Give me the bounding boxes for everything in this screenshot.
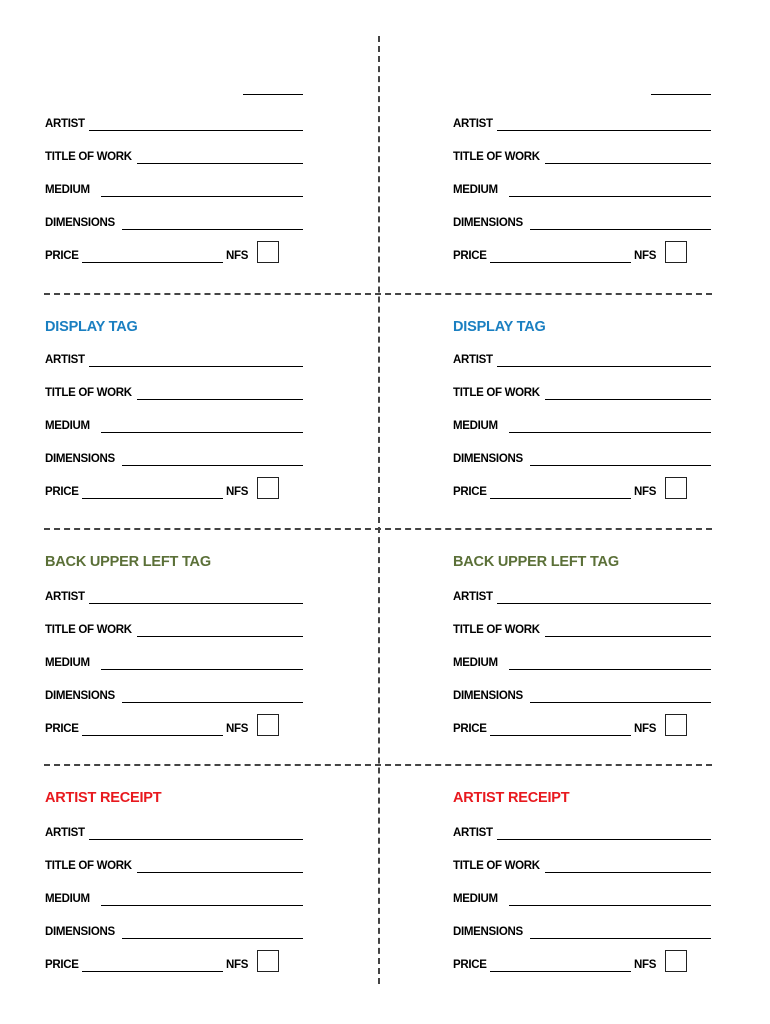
title-of-work-label: TITLE OF WORK <box>453 151 540 163</box>
price-label: PRICE <box>45 959 79 971</box>
medium-field[interactable] <box>45 654 303 670</box>
medium-label: MEDIUM <box>45 657 90 669</box>
artist-line[interactable] <box>89 839 303 840</box>
price-line[interactable] <box>82 262 223 263</box>
nfs-label: NFS <box>226 959 249 971</box>
price-label: PRICE <box>453 486 487 498</box>
artist-field[interactable] <box>45 351 303 367</box>
dimensions-label: DIMENSIONS <box>45 690 115 702</box>
vertical-cut-line <box>378 36 380 984</box>
display-tag-card-right <box>453 319 713 539</box>
medium-field[interactable] <box>45 181 303 197</box>
title-of-work-line[interactable] <box>545 636 711 637</box>
title-of-work-field[interactable] <box>453 148 711 164</box>
price-label: PRICE <box>453 250 487 262</box>
price-field[interactable] <box>45 247 303 263</box>
price-line[interactable] <box>82 735 223 736</box>
price-field[interactable] <box>45 720 303 736</box>
dimensions-field[interactable] <box>45 450 303 466</box>
artist-receipt-card-right <box>453 790 713 1010</box>
artist-field[interactable] <box>45 588 303 604</box>
nfs-label: NFS <box>226 486 249 498</box>
artist-line[interactable] <box>89 130 303 131</box>
artist-label: ARTIST <box>453 118 493 130</box>
dimensions-label: DIMENSIONS <box>453 453 523 465</box>
price-field[interactable] <box>45 956 303 972</box>
title-of-work-label: TITLE OF WORK <box>45 151 132 163</box>
nfs-checkbox[interactable] <box>665 477 687 499</box>
artist-receipt-card-left <box>45 790 305 1010</box>
tag-card-row1-left <box>45 94 305 314</box>
nfs-label: NFS <box>634 250 657 262</box>
artist-line[interactable] <box>497 366 711 367</box>
artist-label: ARTIST <box>45 591 85 603</box>
price-field[interactable] <box>45 483 303 499</box>
nfs-checkbox[interactable] <box>257 714 279 736</box>
tag-card-row1-right <box>453 94 713 314</box>
dimensions-field[interactable] <box>45 923 303 939</box>
section-heading: BACK UPPER LEFT TAG <box>453 554 619 570</box>
title-of-work-line[interactable] <box>545 399 711 400</box>
title-of-work-label: TITLE OF WORK <box>453 387 540 399</box>
medium-field[interactable] <box>453 181 711 197</box>
display-tag-card-left <box>45 319 305 539</box>
medium-line[interactable] <box>101 905 303 906</box>
nfs-checkbox[interactable] <box>257 950 279 972</box>
artist-field[interactable] <box>453 824 711 840</box>
nfs-checkbox[interactable] <box>257 241 279 263</box>
title-of-work-label: TITLE OF WORK <box>45 387 132 399</box>
artist-line[interactable] <box>89 603 303 604</box>
medium-line[interactable] <box>101 196 303 197</box>
number-line[interactable] <box>651 94 711 95</box>
section-heading: BACK UPPER LEFT TAG <box>45 554 211 570</box>
medium-label: MEDIUM <box>453 657 498 669</box>
title-of-work-line[interactable] <box>137 872 303 873</box>
price-field[interactable] <box>453 483 711 499</box>
artist-field[interactable] <box>453 115 711 131</box>
title-of-work-line[interactable] <box>545 163 711 164</box>
price-field[interactable] <box>453 956 711 972</box>
artist-label: ARTIST <box>453 591 493 603</box>
dimensions-label: DIMENSIONS <box>45 926 115 938</box>
title-of-work-label: TITLE OF WORK <box>453 860 540 872</box>
dimensions-line[interactable] <box>122 938 303 939</box>
dimensions-field[interactable] <box>453 450 711 466</box>
title-of-work-label: TITLE OF WORK <box>45 624 132 636</box>
artist-field[interactable] <box>45 824 303 840</box>
price-label: PRICE <box>45 723 79 735</box>
medium-label: MEDIUM <box>45 893 90 905</box>
dimensions-label: DIMENSIONS <box>453 217 523 229</box>
medium-line[interactable] <box>101 669 303 670</box>
dimensions-label: DIMENSIONS <box>453 926 523 938</box>
artist-label: ARTIST <box>45 354 85 366</box>
medium-line[interactable] <box>509 196 711 197</box>
back-upper-left-tag-card-right <box>453 554 713 774</box>
artist-line[interactable] <box>89 366 303 367</box>
title-of-work-line[interactable] <box>137 399 303 400</box>
dimensions-line[interactable] <box>530 938 711 939</box>
number-line[interactable] <box>243 94 303 95</box>
dimensions-line[interactable] <box>530 465 711 466</box>
section-heading: DISPLAY TAG <box>45 319 138 335</box>
title-of-work-field[interactable] <box>45 621 303 637</box>
section-heading: ARTIST RECEIPT <box>45 790 162 806</box>
dimensions-field[interactable] <box>453 687 711 703</box>
title-of-work-line[interactable] <box>137 163 303 164</box>
title-of-work-field[interactable] <box>45 384 303 400</box>
dimensions-field[interactable] <box>45 214 303 230</box>
artist-label: ARTIST <box>45 827 85 839</box>
nfs-label: NFS <box>634 959 657 971</box>
medium-field[interactable] <box>45 417 303 433</box>
title-of-work-field[interactable] <box>45 857 303 873</box>
title-of-work-field[interactable] <box>453 384 711 400</box>
medium-field[interactable] <box>453 417 711 433</box>
nfs-checkbox[interactable] <box>665 950 687 972</box>
back-upper-left-tag-card-left <box>45 554 305 774</box>
price-line[interactable] <box>490 735 631 736</box>
medium-label: MEDIUM <box>453 893 498 905</box>
medium-label: MEDIUM <box>45 184 90 196</box>
price-label: PRICE <box>45 486 79 498</box>
nfs-label: NFS <box>226 250 249 262</box>
artist-field[interactable] <box>453 588 711 604</box>
dimensions-line[interactable] <box>530 229 711 230</box>
title-of-work-line[interactable] <box>137 636 303 637</box>
price-line[interactable] <box>490 262 631 263</box>
section-heading: DISPLAY TAG <box>453 319 546 335</box>
section-heading: ARTIST RECEIPT <box>453 790 570 806</box>
nfs-label: NFS <box>634 723 657 735</box>
medium-line[interactable] <box>101 432 303 433</box>
title-of-work-line[interactable] <box>545 872 711 873</box>
medium-label: MEDIUM <box>453 420 498 432</box>
medium-label: MEDIUM <box>453 184 498 196</box>
price-line[interactable] <box>82 498 223 499</box>
dimensions-label: DIMENSIONS <box>453 690 523 702</box>
medium-label: MEDIUM <box>45 420 90 432</box>
nfs-label: NFS <box>226 723 249 735</box>
price-label: PRICE <box>453 723 487 735</box>
artist-line[interactable] <box>497 130 711 131</box>
medium-field[interactable] <box>45 890 303 906</box>
dimensions-field[interactable] <box>45 687 303 703</box>
price-field[interactable] <box>453 720 711 736</box>
medium-line[interactable] <box>509 905 711 906</box>
nfs-checkbox[interactable] <box>257 477 279 499</box>
medium-field[interactable] <box>453 890 711 906</box>
price-label: PRICE <box>45 250 79 262</box>
dimensions-line[interactable] <box>122 465 303 466</box>
medium-field[interactable] <box>453 654 711 670</box>
title-of-work-field[interactable] <box>453 857 711 873</box>
dimensions-line[interactable] <box>122 229 303 230</box>
title-of-work-field[interactable] <box>453 621 711 637</box>
dimensions-line[interactable] <box>122 702 303 703</box>
dimensions-line[interactable] <box>530 702 711 703</box>
dimensions-field[interactable] <box>453 214 711 230</box>
dimensions-label: DIMENSIONS <box>45 217 115 229</box>
artist-label: ARTIST <box>45 118 85 130</box>
artist-line[interactable] <box>497 603 711 604</box>
dimensions-label: DIMENSIONS <box>45 453 115 465</box>
artist-field[interactable] <box>45 115 303 131</box>
medium-line[interactable] <box>509 432 711 433</box>
nfs-checkbox[interactable] <box>665 714 687 736</box>
nfs-checkbox[interactable] <box>665 241 687 263</box>
price-line[interactable] <box>82 971 223 972</box>
price-label: PRICE <box>453 959 487 971</box>
artist-label: ARTIST <box>453 827 493 839</box>
artist-field[interactable] <box>453 351 711 367</box>
title-of-work-label: TITLE OF WORK <box>45 860 132 872</box>
nfs-label: NFS <box>634 486 657 498</box>
artist-label: ARTIST <box>453 354 493 366</box>
artist-line[interactable] <box>497 839 711 840</box>
dimensions-field[interactable] <box>453 923 711 939</box>
price-field[interactable] <box>453 247 711 263</box>
price-line[interactable] <box>490 498 631 499</box>
title-of-work-label: TITLE OF WORK <box>453 624 540 636</box>
price-line[interactable] <box>490 971 631 972</box>
medium-line[interactable] <box>509 669 711 670</box>
title-of-work-field[interactable] <box>45 148 303 164</box>
